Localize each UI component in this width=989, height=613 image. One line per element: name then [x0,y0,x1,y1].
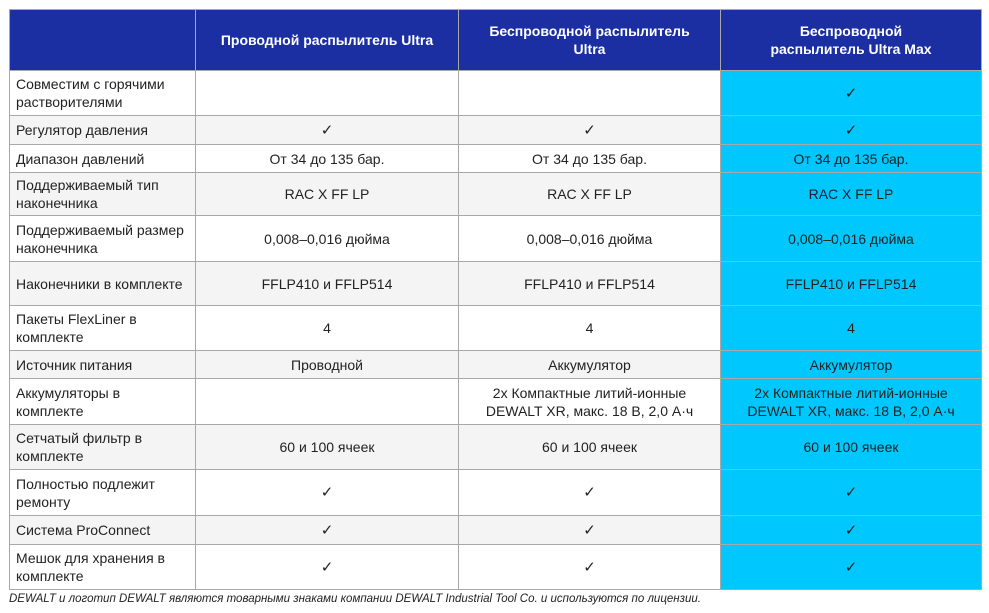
cell-max: 2x Компактные литий-ионные DEWALT XR, макс. 18 В, 2,0 А·ч [721,379,982,425]
cell-cordless: Аккумулятор [459,351,721,379]
cell-wired: 0,008–0,016 дюйма [196,216,459,262]
checkmark-icon: ✓ [320,521,334,539]
row-label: Система ProConnect [10,516,196,545]
cell-cordless-check [459,545,721,590]
cell-max-check [721,470,982,516]
table-row [10,425,982,470]
row-label: Поддерживаемый размер наконечника [10,216,196,262]
checkmark-icon: ✓ [583,521,596,539]
checkmark-icon: ✓ [583,484,596,501]
header-cordless-ultra: Беспроводной распылитель Ultra [459,10,721,71]
cell-max: 0,008–0,016 дюйма [721,216,982,262]
table-row [10,71,982,116]
cell-max: FFLP410 и FFLP514 [721,262,982,306]
cell-cordless-check [459,116,721,145]
cell-cordless: RAC X FF LP [459,173,721,216]
checkmark-icon: ✓ [844,521,858,539]
cell-wired: 60 и 100 ячеек [196,425,459,470]
table-row [10,545,982,590]
cell-wired: FFLP410 и FFLP514 [196,262,459,306]
table-row [10,351,982,379]
row-label: Наконечники в комплекте [10,262,196,306]
comparison-table [9,9,982,590]
cell-cordless: От 34 до 135 бар. [459,145,721,173]
cell-max: 4 [721,306,982,351]
row-label: Полностью подлежит ремонту [10,470,196,516]
row-label: Поддерживаемый тип наконечника [10,173,196,216]
checkmark-icon: ✓ [844,121,858,139]
cell-cordless-check [459,516,721,545]
cell-cordless: 60 и 100 ячеек [459,425,721,470]
row-label: Диапазон давлений [10,145,196,173]
table-row [10,145,982,173]
checkmark-icon: ✓ [844,484,858,501]
header-wired-ultra: Проводной распылитель Ultra [196,10,459,71]
checkmark-icon: ✓ [583,121,596,139]
table-row [10,173,982,216]
cell-wired [196,71,459,116]
cell-max-check [721,545,982,590]
table-row [10,306,982,351]
row-label: Сетчатый фильтр в комплекте [10,425,196,470]
cell-max: Аккумулятор [721,351,982,379]
row-label: Совместим с горячими растворителями [10,71,196,116]
header-cordless-ultra-max: Беспроводной распылитель Ultra Max [721,10,982,71]
table-row [10,116,982,145]
cell-wired-check [196,516,459,545]
cell-max: RAC X FF LP [721,173,982,216]
row-label: Аккумуляторы в комплекте [10,379,196,425]
checkmark-icon: ✓ [320,484,334,501]
cell-wired-check [196,545,459,590]
checkmark-icon: ✓ [844,558,858,576]
checkmark-icon: ✓ [583,558,596,576]
cell-cordless: 0,008–0,016 дюйма [459,216,721,262]
cell-wired-check [196,470,459,516]
table-row [10,516,982,545]
row-label: Регулятор давления [10,116,196,145]
checkmark-icon: ✓ [320,558,334,576]
header-empty-cell [10,10,196,71]
cell-wired-check [196,116,459,145]
cell-max-check [721,71,982,116]
table-header-row [10,10,982,71]
trademark-footnote: DEWALT и логотип DEWALT являются товарными знаками компании DEWALT Industrial Tool Co. и используются по лицензии. [9,593,701,605]
row-label: Пакеты FlexLiner в комплекте [10,306,196,351]
checkmark-icon: ✓ [320,121,334,139]
table-row [10,470,982,516]
cell-max-check [721,116,982,145]
cell-max-check [721,516,982,545]
cell-max: От 34 до 135 бар. [721,145,982,173]
cell-wired [196,379,459,425]
checkmark-icon: ✓ [844,84,858,102]
row-label: Мешок для хранения в комплекте [10,545,196,590]
cell-cordless [459,71,721,116]
cell-wired: 4 [196,306,459,351]
cell-cordless-check [459,470,721,516]
cell-wired: Проводной [196,351,459,379]
table-body [10,71,982,590]
table-row [10,379,982,425]
cell-cordless: 2x Компактные литий-ионные DEWALT XR, макс. 18 В, 2,0 А·ч [459,379,721,425]
table-row [10,262,982,306]
table-row [10,216,982,262]
cell-wired: От 34 до 135 бар. [196,145,459,173]
cell-cordless: 4 [459,306,721,351]
cell-max: 60 и 100 ячеек [721,425,982,470]
row-label: Источник питания [10,351,196,379]
cell-cordless: FFLP410 и FFLP514 [459,262,721,306]
cell-wired: RAC X FF LP [196,173,459,216]
